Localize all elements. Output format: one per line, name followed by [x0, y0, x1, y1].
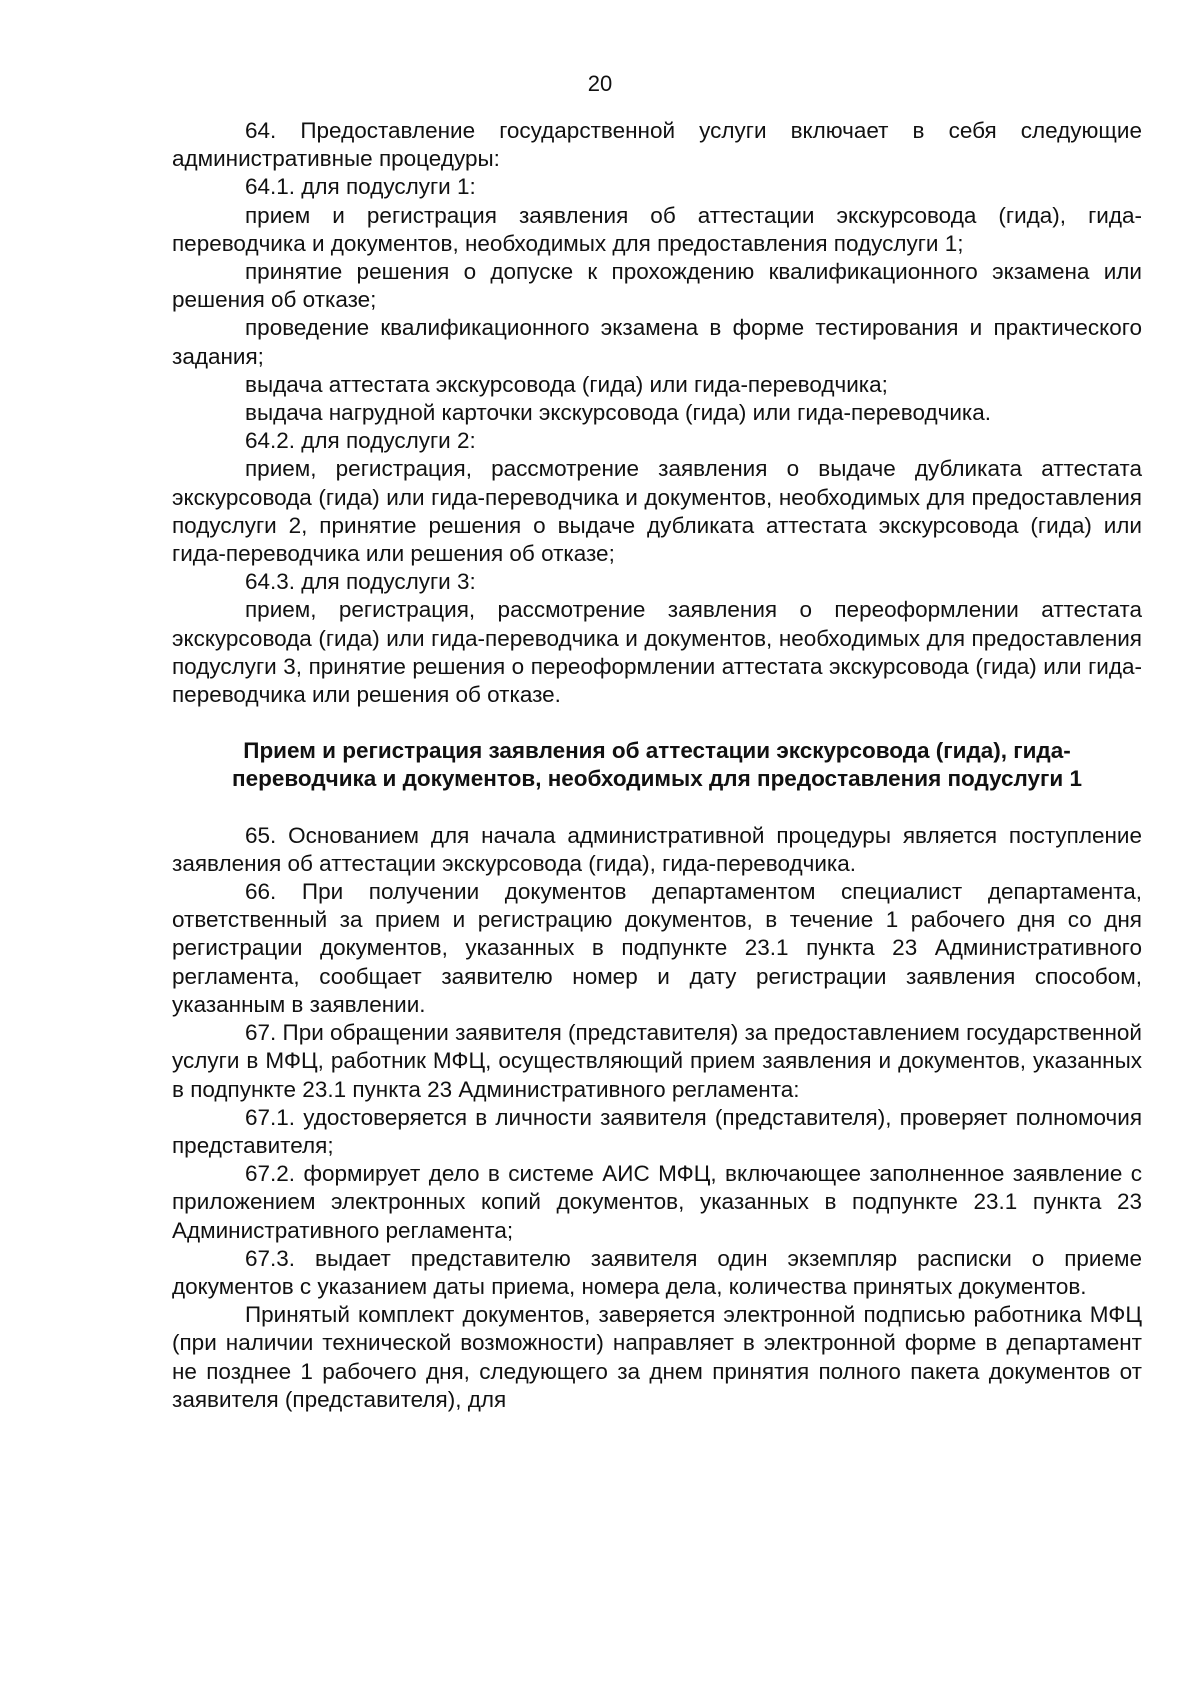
paragraph-accepted-documents: Принятый комплект документов, заверяется электронной подписью работника МФЦ (при наличии технической возможности) направляет в электронной форме в департамент не позднее 1 рабочего дня, следующего за днем принятия полного пакета документов от заявителя (представителя), для [172, 1302, 1142, 1412]
paragraph-64-1: 64.1. для подуслуги 1: [245, 174, 476, 200]
paragraph-64-1-item-2: принятие решения о допуске к прохождению квалификационного экзамена или решения об отказе; [172, 259, 1142, 313]
page-number: 20 [587, 71, 613, 96]
paragraph-67-3: 67.3. выдает представителю заявителя один экземпляр расписки о приеме документов с указанием даты приема, номера дела, количества принятых документов. [172, 1245, 1142, 1299]
paragraph-67: 67. При обращении заявителя (представителя) за предоставлением государственной услуги в МФЦ, работник МФЦ, осуществляющий прием заявления и документов, указанных в подпункте 23.1 пункта 23 Административного регламента: [172, 1020, 1142, 1102]
document-body [172, 117, 1142, 1414]
paragraph-64-2-item: прием, регистрация, рассмотрение заявления о выдаче дубликата аттестата экскурсовода (гида) или гида-переводчика и документов, необходимых для предоставления подуслуги 2, принятие решения о выдаче дубликата аттестата экскурсовода (гида) или гида-переводчика или решения об отказе; [172, 456, 1142, 567]
section-heading: Прием и регистрация заявления об аттестации экскурсовода (гида), гида-переводчика и документов, необходимых для предоставления подуслуги 1 [232, 738, 1082, 792]
paragraph-64-1-item-1: прием и регистрация заявления об аттестации экскурсовода (гида), гида-переводчика и документов, необходимых для предоставления подуслуги 1; [172, 202, 1142, 256]
paragraph-64-1-item-5: выдача нагрудной карточки экскурсовода (гида) или гида-переводчика. [245, 400, 991, 426]
paragraph-64-1-item-4: выдача аттестата экскурсовода (гида) или гида-переводчика; [245, 371, 888, 397]
paragraph-65: 65. Основанием для начала административной процедуры является поступление заявления об аттестации экскурсовода (гида), гида-переводчика. [172, 822, 1142, 876]
paragraph-67-1: 67.1. удостоверяется в личности заявителя (представителя), проверяет полномочия представителя; [172, 1104, 1142, 1158]
paragraph-64-2: 64.2. для подуслуги 2: [245, 428, 476, 454]
paragraph-64-3-item: прием, регистрация, рассмотрение заявления о переоформлении аттестата экскурсовода (гида) или гида-переводчика и документов, необходимых для предоставления подуслуги 3, принятие решения о переоформлении аттестата экскурсовода (гида) или гида-переводчика или решения об отказе. [172, 597, 1142, 708]
paragraph-66: 66. При получении документов департаментом специалист департамента, ответственный за прием и регистрацию документов, в течение 1 рабочего дня со дня регистрации документов, указанных в подпункте 23.1 пункта 23 Административного регламента, сообщает заявителю номер и дату регистрации заявления способом, указанным в заявлении. [172, 879, 1142, 1017]
paragraph-67-2: 67.2. формирует дело в системе АИС МФЦ, включающее заполненное заявление с приложением электронных копий документов, указанных в подпункте 23.1 пункта 23 Административного регламента; [172, 1161, 1142, 1243]
paragraph-64-3: 64.3. для подуслуги 3: [245, 569, 476, 595]
paragraph-64: 64. Предоставление государственной услуги включает в себя следующие административные процедуры: [172, 118, 1142, 172]
paragraph-64-1-item-3: проведение квалификационного экзамена в форме тестирования и практического задания; [172, 315, 1142, 369]
